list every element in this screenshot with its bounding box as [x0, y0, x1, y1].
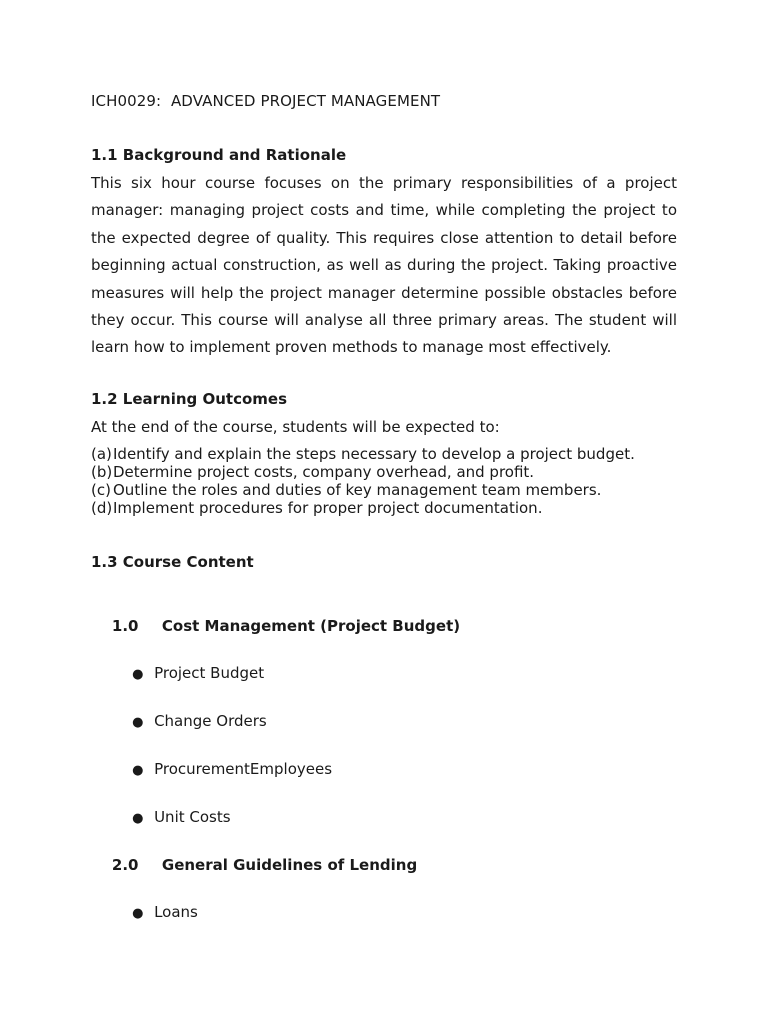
outcome-marker: (c)	[91, 481, 111, 499]
document-title: ICH0029: ADVANCED PROJECT MANAGEMENT	[91, 92, 441, 110]
list-item-text: Loans	[154, 903, 198, 921]
outcomes-list	[91, 445, 635, 517]
list-item	[113, 885, 198, 939]
list-item-text: ProcurementEmployees	[154, 760, 333, 778]
section-heading-course-content: 1.3 Course Content	[91, 553, 254, 571]
outcomes-intro: At the end of the course, students will be expected to:	[91, 418, 500, 436]
outcome-item	[91, 445, 635, 463]
topic-title: Cost Management (Project Budget)	[161, 617, 461, 635]
outcome-item	[91, 481, 635, 499]
outcome-marker: (a)	[91, 445, 112, 463]
background-paragraph: This six hour course focuses on the primary responsibilities of a project manager: managing project costs and time, while completing the project to the expected degree of quality. This requires close attention to detail before beginning actual construction, as well as during the project. Taking proactive measures will help the project manager determine possible obstacles before they occur. This course will analyse all three primary areas. The student will learn how to implement proven methods to manage most effectively.	[91, 174, 677, 357]
outcome-marker: (b)	[91, 463, 113, 481]
topic-number: 1.0	[111, 617, 139, 635]
section-heading-background: 1.1 Background and Rationale	[91, 146, 347, 164]
topic-heading-cost-management	[91, 599, 460, 653]
bullet-icon: ●	[132, 667, 144, 682]
topic-number: 2.0	[111, 856, 139, 874]
section-heading-learning-outcomes: 1.2 Learning Outcomes	[91, 390, 288, 408]
list-item-text: Project Budget	[154, 664, 265, 682]
list-item-text: Change Orders	[154, 712, 267, 730]
outcome-item	[91, 463, 635, 481]
bullet-icon: ●	[132, 906, 144, 921]
topic-heading-lending	[91, 838, 417, 892]
bullet-icon: ●	[132, 811, 144, 826]
bullet-icon: ●	[132, 763, 144, 778]
outcome-item	[91, 499, 635, 517]
outcome-text: Identify and explain the steps necessary to develop a project budget.	[113, 445, 635, 463]
list-item	[113, 646, 264, 700]
bullet-icon: ●	[132, 715, 144, 730]
outcome-text: Outline the roles and duties of key management team members.	[113, 481, 602, 499]
list-item	[113, 694, 267, 748]
outcome-text: Implement procedures for proper project documentation.	[113, 499, 543, 517]
outcome-marker: (d)	[91, 499, 113, 517]
outcome-text: Determine project costs, company overhead, and profit.	[113, 463, 535, 481]
topic-title: General Guidelines of Lending	[161, 856, 418, 874]
list-item-text: Unit Costs	[154, 808, 231, 826]
list-item	[113, 742, 332, 796]
list-item	[113, 790, 231, 844]
